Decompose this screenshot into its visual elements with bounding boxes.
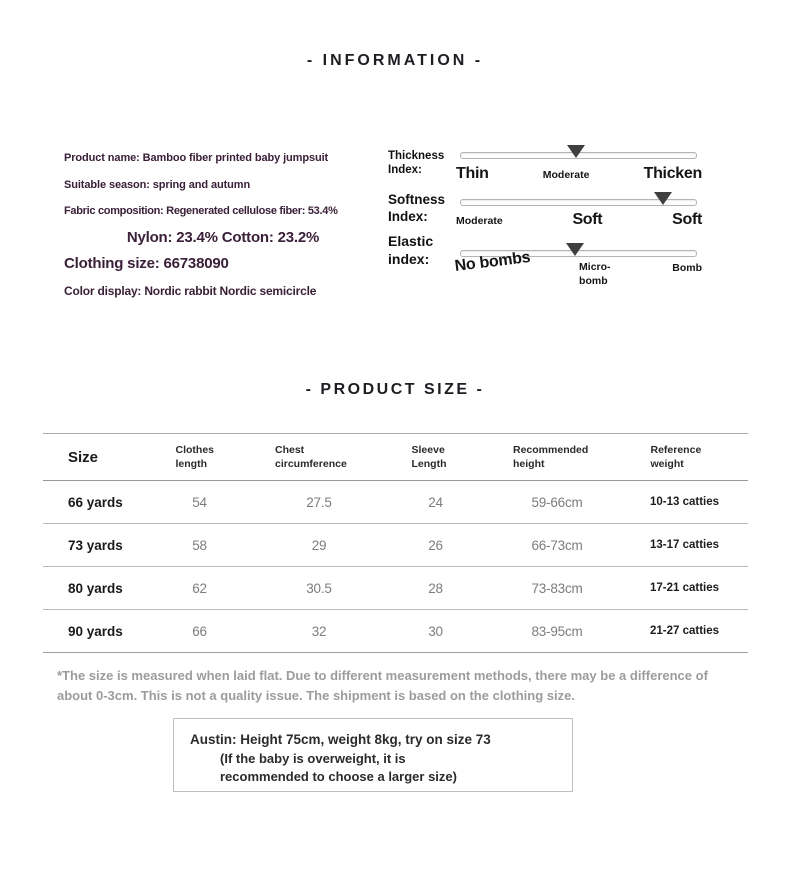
elastic-option-micro-bomb: Micro-bomb: [579, 261, 611, 288]
fabric-composition-2-text: Nylon: 23.4% Cotton: 23.2%: [126, 229, 320, 246]
clothes-length-cell: 54: [192, 494, 207, 510]
recommended-height-cell: 66-73cm: [531, 537, 583, 553]
reference-weight-cell: 10-13 catties: [649, 496, 720, 508]
thickness-marker-icon: [567, 145, 585, 158]
product-size-section-title: - PRODUCT SIZE -: [305, 381, 485, 398]
elastic-index-label: Elastic index:: [388, 233, 434, 267]
softness-index-label: Softness Index:: [388, 192, 446, 224]
size-table: [43, 433, 748, 653]
clothes-length-cell: 62: [192, 580, 207, 596]
measurement-footnote: *The size is measured when laid flat. Due to different measurement methods, there may be a difference of about 0-3cm. This is not a quality issue. The shipment is based on the clothing size.: [57, 668, 708, 704]
thickness-index-label: Thickness Index:: [388, 150, 445, 177]
elastic-option-no-bombs: No bombs: [453, 248, 532, 276]
try-on-note-line1: Austin: Height 75cm, weight 8kg, try on size 73: [190, 732, 491, 747]
size-cell: 90 yards: [68, 623, 123, 639]
table-row: [43, 524, 748, 567]
recommended-height-cell: 73-83cm: [531, 580, 583, 596]
size-cell: 73 yards: [68, 537, 123, 553]
column-header-chest-circumference: Chest circumference: [275, 443, 347, 470]
clothes-length-cell: 58: [192, 537, 207, 553]
clothing-size-text: Clothing size: 66738090: [64, 255, 229, 272]
chest-circumference-cell: 32: [311, 623, 327, 639]
clothes-length-cell: 66: [192, 623, 207, 639]
index-sliders-block: [388, 0, 718, 310]
softness-option-soft-1: Soft: [572, 211, 603, 228]
size-table-header-row: [43, 434, 748, 481]
elastic-marker-icon: [566, 243, 584, 256]
sleeve-length-cell: 28: [428, 580, 443, 596]
softness-slider-track: [460, 199, 697, 206]
reference-weight-cell: 17-21 catties: [649, 582, 720, 594]
thickness-options: [456, 165, 702, 183]
column-header-sleeve-length: Sleeve Length: [411, 443, 447, 470]
recommended-height-cell: 83-95cm: [531, 623, 583, 639]
chest-circumference-cell: 29: [311, 537, 327, 553]
color-display-text: Color display: Nordic rabbit Nordic semicircle: [64, 284, 317, 298]
thickness-option-thin: Thin: [456, 165, 489, 182]
column-header-size: Size: [68, 448, 99, 466]
chest-circumference-cell: 27.5: [306, 494, 332, 510]
fabric-composition-text: Fabric composition: Regenerated cellulose fiber: 53.4%: [64, 205, 338, 217]
try-on-note-line2: (If the baby is overweight, it is recommended to choose a larger size): [220, 751, 457, 784]
column-header-recommended-height: Recommended height: [513, 443, 589, 470]
softness-option-soft-2: Soft: [672, 211, 702, 228]
sleeve-length-cell: 30: [428, 623, 443, 639]
size-cell: 80 yards: [68, 580, 123, 596]
reference-weight-cell: 13-17 catties: [649, 539, 720, 551]
try-on-note-box: [173, 718, 573, 792]
thickness-slider-track: [460, 152, 697, 159]
column-header-reference-weight: Reference weight: [650, 443, 702, 470]
thickness-option-thicken: Thicken: [643, 165, 702, 182]
column-header-clothes-length: Clothes length: [175, 443, 215, 470]
reference-weight-cell: 21-27 catties: [649, 625, 720, 637]
suitable-season-text: Suitable season: spring and autumn: [64, 179, 251, 191]
softness-option-moderate: Moderate: [456, 215, 503, 227]
elastic-option-bomb: Bomb: [672, 262, 702, 274]
chest-circumference-cell: 30.5: [306, 580, 332, 596]
thickness-option-moderate: Moderate: [542, 169, 590, 181]
size-cell: 66 yards: [68, 494, 123, 510]
table-row: [43, 567, 748, 610]
product-name-text: Product name: Bamboo fiber printed baby jumpsuit: [64, 152, 329, 164]
sleeve-length-cell: 24: [428, 494, 443, 510]
table-row: [43, 610, 748, 653]
information-section-title: - INFORMATION -: [306, 52, 484, 69]
recommended-height-cell: 59-66cm: [531, 494, 583, 510]
elastic-options: [453, 248, 702, 288]
table-row: [43, 481, 748, 524]
sleeve-length-cell: 26: [428, 537, 443, 553]
softness-options: [456, 211, 702, 229]
softness-marker-icon: [654, 192, 672, 205]
